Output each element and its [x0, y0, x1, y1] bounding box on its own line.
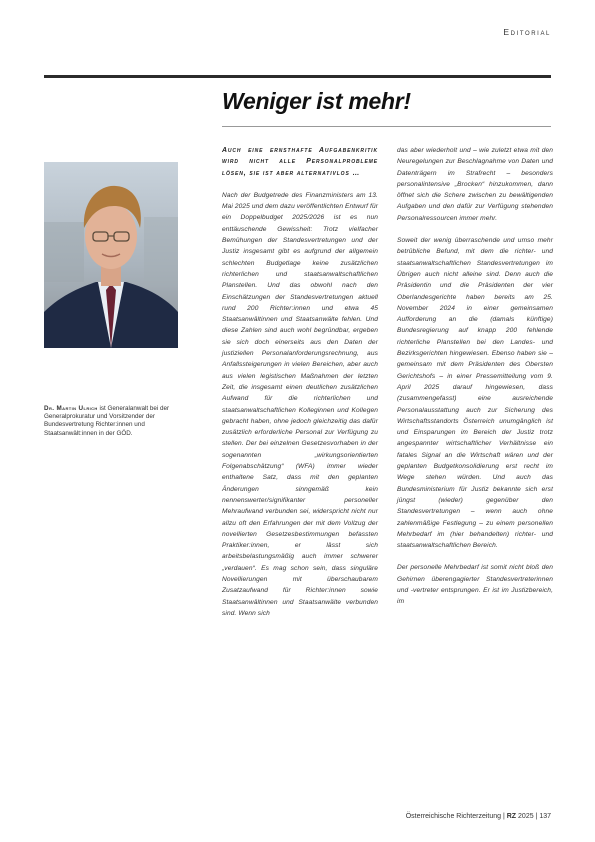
author-name: Dr. Martin Ulrich [44, 405, 98, 412]
paragraph: Nach der Budgetrede des Finanzministers am 13. Mai 2025 und dem dazu veröffentlichten Entwurf für ein Doppelbudget 2025/2026 ist es nun enttäuschende Gewissheit: Trotz vielfacher Bemühungen der Standesvertretungen und der Justiz insgesamt gibt es aufgrund der allgemein schlechten Budgetlage keine zusätzlichen richterlichen und staatsanwaltschaftlichen Planstellen. Und das obwohl nach den Einschätzungen der Standesvertretungen aktuell rund 200 Richter:innen und etwa 45 Staatsanwältinnen und Staatsanwälte fehlen. Und diese Zahlen sind auch wohl begründbar, ergeben sie sich doch einerseits aus den Daten der justiziellen Personalanforderungsrechnung, aus Anfallssteigerungen in vielen Bereichen, aber auch aus vielen legistischen Maßnahmen der letzten Zeit, die insgesamt einen deutlichen zusätzlichen Aufwand für die richterlichen und staatsanwaltschaftlichen Kolleginnen und Kollegen gebracht haben, ohne jedoch gleichzeitig das dafür zusätzlich erforderliche Personal zur Verfügung zu stellen. Der bei einzelnen Gesetzesvorhaben in der sogenannten „wirkungsorientierten Folgenabschätzung“ (WFA) immer wieder enthaltene Satz, dass mit den geplanten Änderungen sinngemäß kein nennenswerter/signifikanter personeller Mehraufwand verbunden sei, widerspricht nicht nur allzu oft den Erfahrungen der mit dem Vollzug der novellierten Gesetzesbestimmungen befassten Praktiker:innen, er lässt sich arbeitsbelastungsmäßig auch immer schwerer „verdauen“. Es mag schon sein, dass singuläre Novellierungen mit überschaubarem Zusatzaufwand für Richter:innen sowie Staatsanwältinnen und Staatsanwälte verbunden sind. Wenn sich [222, 191, 379, 617]
paragraph: Der personelle Mehrbedarf ist somit nicht bloß den Gehirnen überengagierter Standesvertreterinnen und -vertreter entsprungen. Er ist im Justizbereich, im [397, 564, 553, 606]
article-column-2 [397, 145, 553, 619]
article-column-1 [222, 145, 378, 630]
author-bio: ist Generalanwalt bei der Generalprokuratur und Vorsitzender der Bundesvertretung Richter:innen und Staatsanwält:innen in der GÖD. [44, 405, 170, 437]
author-caption [44, 405, 176, 438]
page-footer [406, 813, 551, 820]
section-label: Editorial [503, 27, 551, 37]
article-lead: Auch eine ernsthafte Aufgabenkritik wird nicht alle Personalprobleme lösen, sie ist aber alternativlos … [222, 147, 378, 177]
title-rule [222, 126, 551, 127]
journal-abbrev: RZ [506, 813, 517, 820]
article-title: Weniger ist mehr! [222, 88, 411, 114]
author-portrait [44, 162, 178, 348]
issue-page: 2025 | 137 [516, 813, 551, 820]
top-rule [44, 75, 551, 78]
journal-name: Österreichische Richterzeitung | [405, 813, 507, 820]
paragraph: Soweit der wenig überraschende und umso mehr betrübliche Befund, mit dem die richter- und staatsanwaltschaftlichen Standesvertretungen im Übrigen auch nicht alleine sind. Denn auch die Präsidentin und die Präsidenten der vier Oberlandesgerichte haben bereits am 25. November 2024 in einer gemeinsamen Aufforderung an die (damals künftige) Bundesregierung auf knapp 200 fehlende richterliche Planstellen bei den Landes- und Bezirksgerichten hingewiesen. Ebenso haben sie – gemeinsam mit dem Präsidenten des Obersten Gerichtshofs – in einer Pressemitteilung vom 9. April 2025 darauf hingewiesen, dass (zusammengefasst) eine ausreichende Personalausstattung auch zur Sicherung des Wirtschaftsstandorts Österreich unumgänglich ist und Einsparungen im Bereich der Justiz trotz angespannter wirtschaftlicher Verhältnisse ein fatales Signal an die Wirtschaft wären und der geplanten Budgetkonsolidierung erst recht im Wege stehen würden. Und auch das Bundesministerium für Justiz bekannte sich erst jüngst (wieder) gegenüber den Standesvertretungen – wenn auch ohne zahlenmäßige Festlegung – zu einem personellen Mehrbedarf im (hier behandelten) richter- und staatsanwaltschaftlichen Bereich. [397, 237, 553, 550]
paragraph: das aber wiederholt und – wie zuletzt etwa mit den Neuregelungen zur Beschlagnahme von Daten und Datenträgern im Strafrecht – besonders personalintensive „Brocken“ hinzukommen, dann öffnet sich die Schere zwischen zu bewältigenden Aufgaben und den dafür zur Verfügung stehenden Personalressourcen immer mehr. [397, 147, 553, 222]
